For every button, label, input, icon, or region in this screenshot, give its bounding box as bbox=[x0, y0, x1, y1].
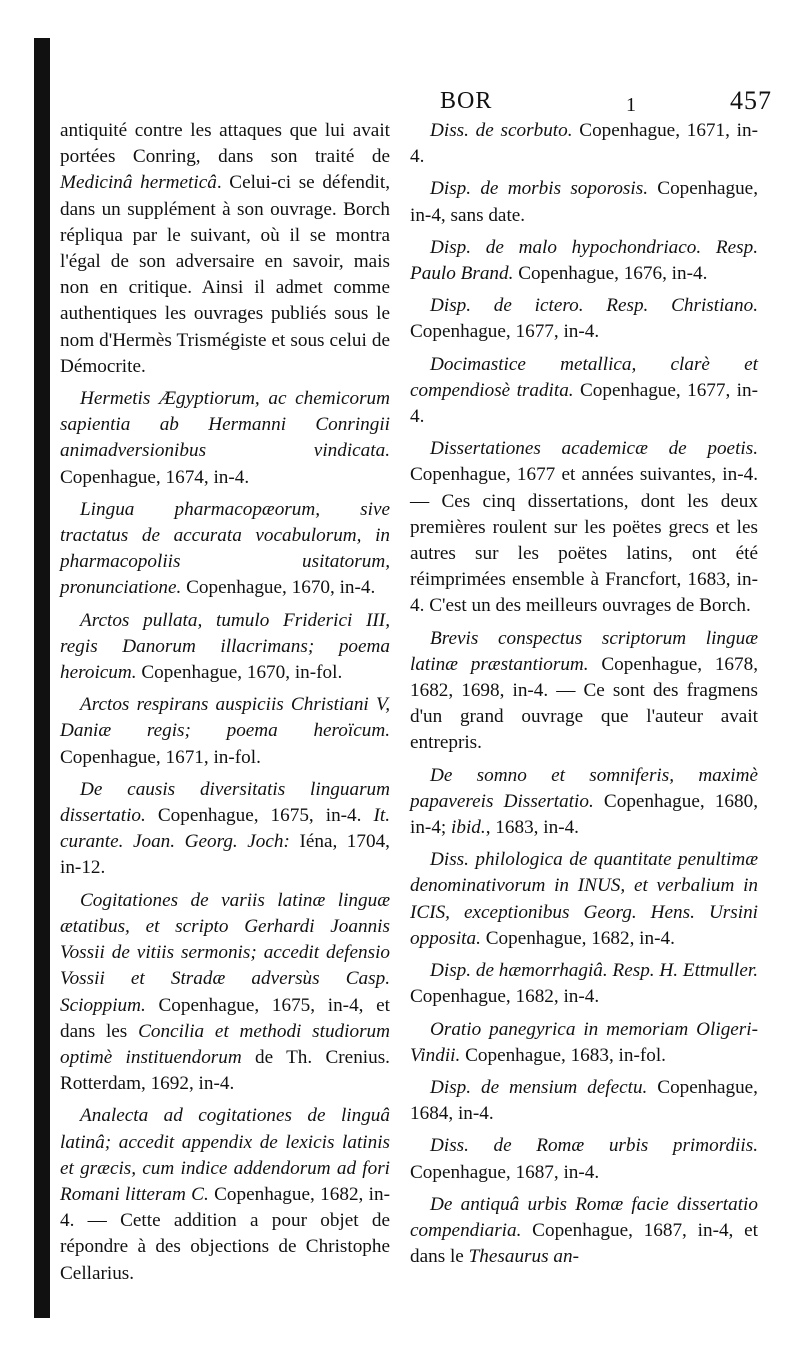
binding-edge bbox=[34, 38, 50, 1318]
entry-text: Copenhague, 1683, in-fol. bbox=[460, 1044, 666, 1066]
entry-text: antiquité contre les attaques que lui avait portées Conring, dans son traité de bbox=[60, 120, 390, 168]
bibliography-entry bbox=[410, 235, 758, 287]
entry-text: Copenhague, 1682, in-4. — Cette addition a pour objet de répondre à des objections de Christophe Cellarius. bbox=[60, 1183, 390, 1284]
entry-text: . Celui-ci se défendit, dans un supplément à son ouvrage. Borch répliqua par le suivant, où il se montra l'égal de son adversaire en savoir, mais non en critique. Ainsi il admet comme authentiques les ouvrages publiés sous le nom d'Hermès Trismégiste et sous celui de Démocrite. bbox=[60, 172, 390, 377]
entry-title-text: Diss. philologica de quantitate penultimæ denominativorum in INUS, et verbalium in ICIS, exceptionibus Georg. Hens. Ursini opposita. bbox=[410, 849, 758, 949]
entry-title-text: Hermetis Ægyptiorum, ac chemicorum sapientia ab Hermanni Conringii animadversionibus vindicata. bbox=[60, 388, 390, 462]
bibliography-entry bbox=[60, 118, 390, 380]
entry-text: Copenhague, 1687, in-4, et dans le bbox=[410, 1219, 758, 1268]
bibliography-entry bbox=[410, 1017, 758, 1069]
entry-text: Copenhague, 1670, in-4. bbox=[181, 577, 376, 599]
bibliography-entry bbox=[410, 352, 758, 431]
entry-text: Copenhague, 1675, in-4, et dans les bbox=[60, 994, 390, 1042]
entry-title-text: Brevis conspectus scriptorum linguæ latinæ præstantiorum. bbox=[410, 627, 758, 675]
entry-text: Copenhague, 1676, in-4. bbox=[513, 263, 708, 285]
bibliography-entry bbox=[60, 497, 390, 602]
entry-text: Copenhague, 1675, in-4. bbox=[145, 805, 374, 827]
entry-text: Copenhague, 1678, 1682, 1698, in-4. — Ce sont des fragmens d'un grand ouvrage que l'auteur avait entrepris. bbox=[410, 653, 758, 754]
entry-title-text: Lingua pharmacopæorum, sive tractatus de accurata vocabulorum, in pharmacopoliis usitatorum, pronunciatione. bbox=[60, 498, 390, 599]
bibliography-entry bbox=[410, 1075, 758, 1127]
entry-text: Copenhague, 1674, in-4. bbox=[60, 466, 250, 488]
entry-text: Copenhague, 1677 et années suivantes, in-4. — Ces cinq dissertations, dont les deux premières roulent sur les poëtes grecs et les autres sur les poëtes latins, ont été réimprimées ensemble à Francfort, 1683, in-4. C'est un des meilleurs ouvrages de Borch. bbox=[410, 464, 758, 617]
header-mark: 1 bbox=[626, 94, 636, 116]
bibliography-entry bbox=[410, 436, 758, 619]
entry-title-text: Cogitationes de variis latinæ linguæ ætatibus, et scripto Gerhardi Joannis Vossii de vitiis sermonis; accedit defensio Vossii et Stradæ adversùs Casp. Scioppium. bbox=[60, 889, 390, 1016]
bibliography-entry bbox=[60, 1103, 390, 1286]
entry-text: Copenhague, 1682, in-4. bbox=[410, 986, 600, 1008]
entry-text: Copenhague, 1677, in-4. bbox=[410, 379, 758, 428]
bibliography-entry bbox=[60, 888, 390, 1098]
entry-title-text: Concilia et methodi studiorum optimè instituendorum bbox=[60, 1020, 390, 1068]
entry-title-text: De antiquâ urbis Romæ facie dissertatio compendiaria. bbox=[410, 1193, 758, 1241]
entry-text: Copenhague, 1671, in-fol. bbox=[60, 746, 261, 768]
entry-text: Copenhague, 1684, in-4. bbox=[410, 1076, 758, 1125]
bibliography-entry bbox=[410, 1133, 758, 1185]
entry-text: Copenhague, 1677, in-4. bbox=[410, 321, 600, 343]
entry-title-text: Disp. de hæmorrhagiâ. Resp. H. Ettmuller. bbox=[430, 960, 758, 982]
bibliography-entry bbox=[60, 692, 390, 771]
left-column bbox=[60, 118, 390, 1293]
entry-title-text: Diss. de Romæ urbis primordiis. bbox=[430, 1135, 758, 1157]
entry-text: , 1683, in-4. bbox=[485, 817, 579, 839]
bibliography-entry bbox=[60, 386, 390, 491]
entry-title-text: Arctos respirans auspiciis Christiani V, Daniæ regis; poema heroïcum. bbox=[60, 694, 390, 742]
entry-title-text: Disp. de mensium defectu. bbox=[430, 1076, 648, 1098]
bibliography-entry bbox=[410, 1192, 758, 1271]
bibliography-entry bbox=[410, 176, 758, 228]
entry-title-text: Dissertationes academicæ de poetis. bbox=[430, 438, 758, 460]
bibliography-entry bbox=[60, 777, 390, 882]
bibliography-entry bbox=[410, 847, 758, 952]
entry-title-text: ibid. bbox=[451, 817, 486, 839]
bibliography-entry bbox=[410, 118, 758, 170]
page-number: 457 bbox=[730, 86, 772, 115]
entry-title-text: Arctos pullata, tumulo Friderici III, regis Danorum illacrimans; poema heroicum. bbox=[60, 609, 390, 684]
entry-title-text: Disp. de morbis soporosis. bbox=[430, 178, 648, 200]
bibliography-entry bbox=[410, 958, 758, 1010]
entry-text: de Th. Crenius. Rotterdam, 1692, in-4. bbox=[60, 1046, 390, 1095]
entry-title-text: De causis diversitatis linguarum dissertatio. bbox=[60, 778, 390, 827]
entry-title-text: Analecta ad cogitationes de linguâ latinâ; accedit appendix de lexicis latinis et græcis, cum indice addendorum ad fori Romani litteram C. bbox=[60, 1105, 390, 1205]
entry-text: Iéna, 1704, in-12. bbox=[60, 831, 390, 879]
entry-text: Copenhague, in-4, sans date. bbox=[410, 178, 758, 226]
entry-title-text: Thesaurus an- bbox=[468, 1246, 579, 1268]
entry-text: Copenhague, 1687, in-4. bbox=[410, 1161, 600, 1183]
entry-text: Copenhague, 1670, in-fol. bbox=[136, 662, 343, 684]
right-column bbox=[410, 118, 758, 1276]
entry-title-text: Disp. de malo hypochondriaco. Resp. Paulo Brand. bbox=[410, 236, 758, 285]
entry-title-text: Oratio panegyrica in memoriam Oligeri-Vindii. bbox=[410, 1018, 758, 1066]
entry-title-text: Diss. de scorbuto. bbox=[430, 120, 573, 141]
entry-title-text: Medicinâ hermeticâ bbox=[60, 172, 217, 194]
bibliography-entry bbox=[410, 763, 758, 842]
bibliography-entry bbox=[410, 626, 758, 757]
entry-text: Copenhague, 1671, in-4. bbox=[410, 120, 758, 168]
entry-title-text: It. curante. Joan. Georg. Joch: bbox=[60, 805, 390, 853]
bibliography-entry bbox=[410, 293, 758, 345]
running-head: BOR bbox=[440, 88, 493, 114]
entry-title-text: Docimastice metallica, clarè et compendiosè tradita. bbox=[410, 353, 758, 401]
bibliography-entry bbox=[60, 608, 390, 687]
entry-text: Copenhague, 1682, in-4. bbox=[480, 927, 675, 949]
page-header bbox=[60, 80, 772, 120]
entry-title-text: Disp. de ictero. Resp. Christiano. bbox=[430, 295, 758, 317]
entry-text: Copenhague, 1680, in-4; bbox=[410, 790, 758, 839]
entry-title-text: De somno et somniferis, maximè papavereis Dissertatio. bbox=[410, 764, 758, 812]
